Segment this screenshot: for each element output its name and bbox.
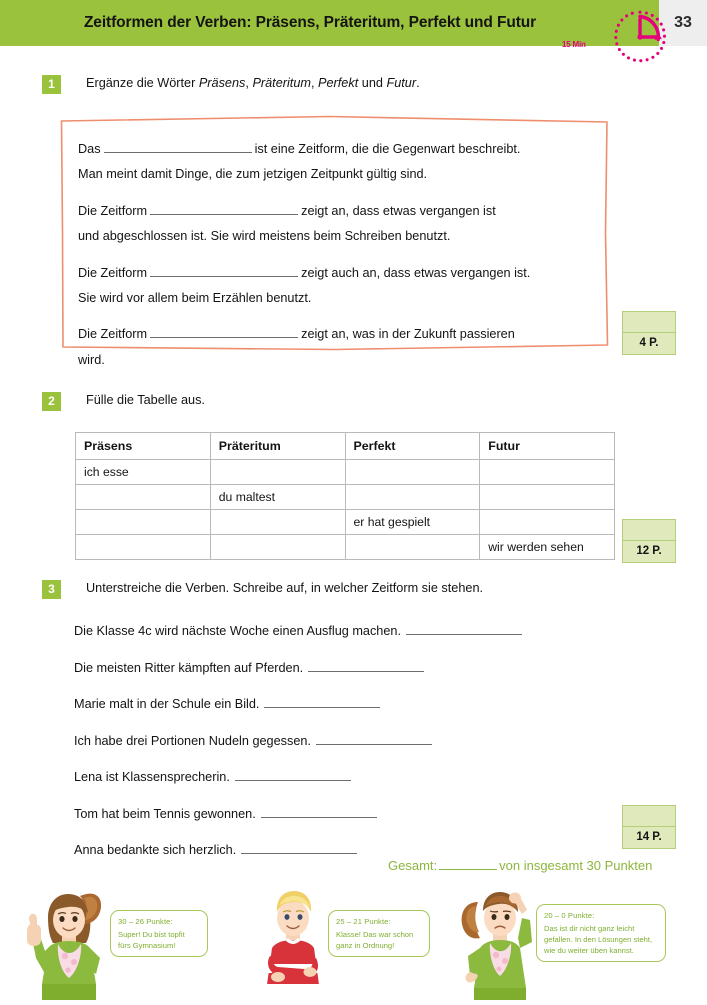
feedback-text-2-line2: ganz in Ordnung! — [336, 941, 395, 950]
instr-sep-2: , — [310, 76, 319, 90]
points-box-exercise-3[interactable] — [622, 805, 676, 849]
sentence-text: Tom hat beim Tennis gewonnen. — [74, 806, 256, 821]
table-row — [76, 535, 615, 560]
feedback-group-3 — [452, 880, 653, 1005]
feedback-bubble-3 — [536, 904, 666, 962]
table-cell[interactable] — [210, 460, 345, 485]
points-max-cell-2: 12 P. — [636, 545, 662, 557]
table-cell[interactable]: wir werden sehen — [480, 535, 615, 560]
feedback-text-3-line3: wie du weiter üben kannst. — [544, 946, 634, 955]
table-cell[interactable] — [76, 535, 211, 560]
feedback-group-1 — [18, 880, 185, 1005]
points-box-exercise-2[interactable] — [622, 519, 676, 563]
feedback-section — [0, 880, 707, 1000]
gap-text-4b: zeigt an, was in der Zukunft passieren — [301, 327, 515, 342]
table-header-futur: Futur — [480, 433, 615, 460]
blank-field-2[interactable] — [150, 202, 298, 215]
feedback-group-2 — [248, 880, 414, 1005]
sentence-text: Die Klasse 4c wird nächste Woche einen Ausflug machen. — [74, 624, 401, 638]
answer-blank[interactable] — [406, 622, 522, 635]
exercise-3-number: 3 — [42, 580, 61, 599]
exercise-2-instruction: Fülle die Tabelle aus. — [86, 393, 205, 407]
table-header-perfekt: Perfekt — [345, 433, 480, 460]
list-item — [74, 841, 634, 857]
gap-text-1a: Das — [78, 142, 101, 156]
exercise-2-number: 2 — [42, 392, 61, 411]
sentence-text: Anna bedankte sich herzlich. — [74, 843, 237, 857]
sentence-text: Die meisten Ritter kämpften auf Pferden. — [74, 660, 304, 675]
table-cell[interactable] — [345, 535, 480, 560]
table-cell[interactable] — [480, 510, 615, 535]
instr-sep-1: , — [245, 76, 253, 90]
list-item — [74, 732, 634, 748]
list-item — [74, 695, 634, 711]
blank-field-3[interactable] — [150, 264, 298, 277]
exercise-1-text-block — [60, 113, 609, 367]
gap-line-1c: Man meint damit Dinge, die zum jetzigen Zeitpunkt gültig sind. — [78, 167, 428, 182]
total-score-line — [388, 858, 652, 873]
list-item — [74, 659, 634, 675]
gap-paragraph-4 — [78, 322, 591, 373]
feedback-range-3: 20 – 0 Punkte: — [544, 911, 595, 920]
gap-paragraph-3 — [78, 261, 591, 312]
points-max-cell-1: 4 P. — [639, 337, 659, 349]
table-row — [76, 510, 615, 535]
exercise-1-instruction — [86, 75, 420, 94]
points-entry-cell-1[interactable] — [623, 312, 675, 333]
exercise-1-header — [42, 75, 420, 94]
points-max-cell-3: 14 P. — [636, 831, 662, 843]
feedback-bubble-1 — [110, 910, 208, 957]
instr-text-pre: Ergänze die Wörter — [86, 76, 199, 90]
gap-line-1a — [78, 137, 591, 162]
exercise-1-number: 1 — [42, 75, 61, 94]
answer-blank[interactable] — [261, 805, 377, 818]
gap-line-4a — [78, 322, 591, 347]
gap-line-2c: und abgeschlossen ist. Sie wird meistens beim Schreiben benutzt. — [78, 229, 451, 244]
list-item — [74, 622, 634, 638]
gap-paragraph-2 — [78, 199, 591, 250]
gap-paragraph-1 — [78, 137, 591, 188]
answer-blank[interactable] — [264, 695, 380, 708]
total-suffix: von insgesamt 30 Punkten — [499, 858, 653, 873]
instr-word-praeteritum: Präteritum — [252, 76, 311, 90]
feedback-text-2-line1: Klasse! Das war schon — [336, 930, 414, 939]
exercise-1-answer-box — [60, 113, 609, 367]
exercise-3-sentence-list — [74, 622, 634, 878]
sentence-text: Lena ist Klassensprecherin. — [74, 770, 230, 784]
blank-field-4[interactable] — [150, 325, 298, 338]
table-header-praesens: Präsens — [76, 433, 211, 460]
feedback-range-1: 30 – 26 Punkte: — [118, 917, 173, 926]
feedback-range-2: 25 – 21 Punkte: — [336, 917, 391, 926]
verb-forms-table — [75, 432, 615, 560]
table-header-row — [76, 433, 615, 460]
feedback-text-1-line1: Super! Du bist topfit — [118, 930, 185, 939]
instr-word-praesens: Präsens — [198, 76, 246, 90]
table-cell[interactable] — [345, 460, 480, 485]
page-header — [0, 0, 707, 49]
table-cell[interactable] — [210, 510, 345, 535]
table-cell[interactable] — [76, 485, 211, 510]
exercise-2-header — [42, 392, 205, 411]
answer-blank[interactable] — [241, 841, 357, 854]
table-cell[interactable] — [480, 485, 615, 510]
time-label: 15 Min — [562, 40, 586, 49]
feedback-bubble-2 — [328, 910, 430, 957]
gap-text-3a: Die Zeitform — [78, 265, 148, 280]
exercise-3-header — [42, 580, 483, 599]
gap-text-1b: ist eine Zeitform, die die Gegenwart beschreibt. — [254, 142, 521, 156]
answer-blank[interactable] — [235, 768, 351, 781]
table-cell[interactable]: er hat gespielt — [345, 510, 480, 535]
table-cell[interactable] — [210, 535, 345, 560]
gap-line-2a — [78, 199, 591, 224]
instr-word-perfekt: Perfekt — [318, 76, 359, 90]
answer-blank[interactable] — [316, 732, 432, 745]
list-item — [74, 805, 634, 821]
sentence-text: Ich habe drei Portionen Nudeln gegessen. — [74, 733, 311, 748]
sentence-text: Marie malt in der Schule ein Bild. — [74, 697, 260, 711]
points-entry-cell-3[interactable] — [623, 806, 675, 827]
feedback-text-3-line1: Das ist dir nicht ganz leicht — [544, 924, 635, 933]
gap-text-4a: Die Zeitform — [78, 327, 148, 342]
exercise-3-instruction: Unterstreiche die Verben. Schreibe auf, in welcher Zeitform sie stehen. — [86, 581, 484, 595]
gap-text-3b: zeigt auch an, dass etwas vergangen ist. — [301, 265, 531, 280]
gap-line-3c: Sie wird vor allem beim Erzählen benutzt. — [78, 291, 312, 306]
gap-line-3a — [78, 261, 591, 286]
instr-sep-4: . — [416, 76, 420, 90]
table-row — [76, 485, 615, 510]
instr-word-futur: Futur — [386, 76, 417, 90]
blank-field-1[interactable] — [104, 140, 252, 153]
total-label: Gesamt: — [388, 858, 438, 873]
points-entry-cell-2[interactable] — [623, 520, 675, 541]
feedback-text-3-line2: gefallen. In den Lösungen steht, — [544, 935, 653, 944]
total-score-blank[interactable] — [439, 858, 497, 870]
table-cell[interactable] — [480, 460, 615, 485]
list-item — [74, 768, 634, 784]
page-number: 33 — [659, 0, 707, 46]
gap-line-4c: wird. — [78, 352, 105, 367]
table-header-praeteritum: Präteritum — [210, 433, 345, 460]
table-cell[interactable]: du maltest — [210, 485, 345, 510]
instr-sep-3: und — [358, 76, 387, 90]
gap-text-2a: Die Zeitform — [78, 203, 148, 218]
clock-icon — [611, 8, 669, 66]
table-cell[interactable] — [76, 510, 211, 535]
page-title: Zeitformen der Verben: Präsens, Präteritum, Perfekt und Futur — [83, 14, 537, 31]
feedback-text-1-line2: fürs Gymnasium! — [118, 941, 176, 950]
answer-blank[interactable] — [308, 659, 424, 672]
gap-text-2b: zeigt an, dass etwas vergangen ist — [301, 203, 496, 218]
table-cell[interactable]: ich esse — [76, 460, 211, 485]
points-box-exercise-1[interactable] — [622, 311, 676, 355]
table-cell[interactable] — [345, 485, 480, 510]
table-row — [76, 460, 615, 485]
